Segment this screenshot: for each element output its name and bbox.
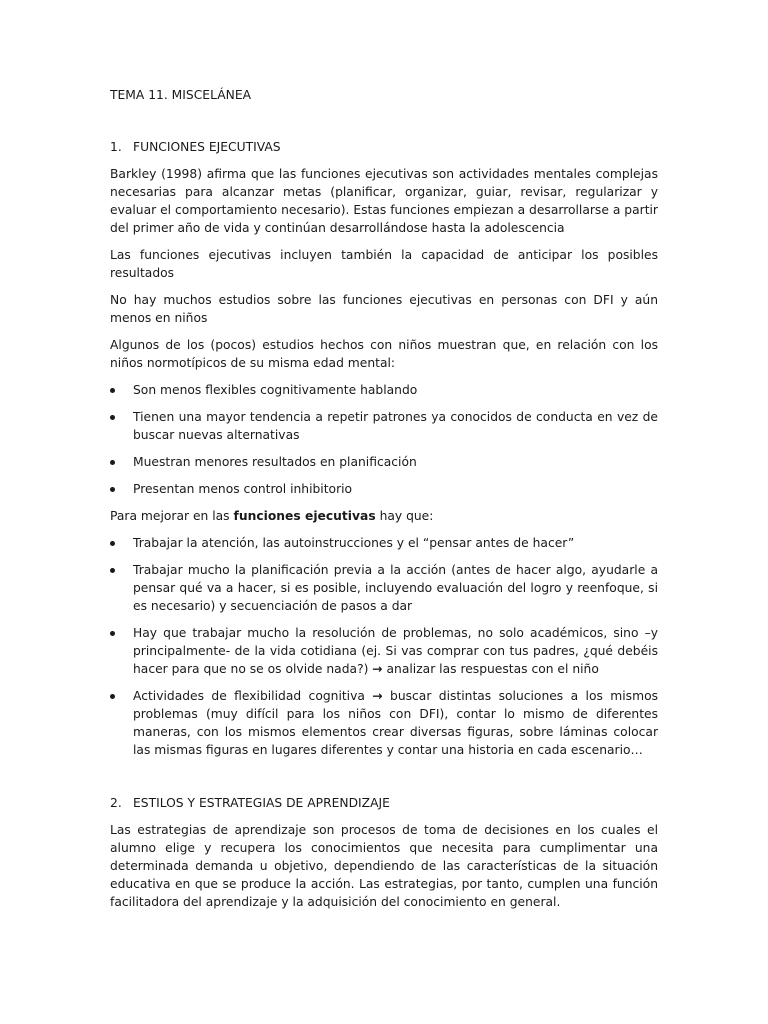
section-2-title: ESTILOS Y ESTRATEGIAS DE APRENDIZAJE: [133, 796, 390, 810]
bullet-icon: [110, 631, 115, 636]
list-item: Muestran menores resultados en planificación: [110, 453, 658, 471]
list-item: Hay que trabajar mucho la resolución de problemas, no solo académicos, sino –y principalmente- de la vida cotidiana (ej. Si vas comprar con tus padres, ¿qué debéis hacer para que no se os olvide nada?) → analizar las respuestas con el niño: [110, 624, 658, 678]
list-item: Actividades de flexibilidad cognitiva → buscar distintas soluciones a los mismos problemas (muy difícil para los niños con DFI), contar lo mismo de diferentes maneras, con los mismos elementos crear diversas figuras, sobre láminas colocar las mismas figuras en lugares diferentes y contar una historia en cada escenario…: [110, 687, 658, 759]
paragraph-barkley: Barkley (1998) afirma que las funciones ejecutivas son actividades mentales complejas necesarias para alcanzar metas (planificar, organizar, guiar, revisar, regularizar y evaluar el comportamiento necesario). Estas funciones empiezan a desarrollarse a partir del primer año de vida y continúan desarrollándose hasta la adolescencia: [110, 167, 658, 235]
bullet-icon: [110, 460, 115, 465]
bold-term: funciones ejecutivas: [233, 509, 376, 523]
bullet-icon: [110, 568, 115, 573]
arrow-right-icon: →: [372, 689, 383, 703]
section-1-title: FUNCIONES EJECUTIVAS: [133, 140, 281, 154]
paragraph-estudios: No hay muchos estudios sobre las funciones ejecutivas en personas con DFI y aún menos en niños: [110, 293, 658, 325]
arrow-right-icon: →: [372, 662, 383, 676]
document-title: TEMA 11. MISCELÁNEA: [110, 88, 251, 102]
recommendations-list: [110, 534, 658, 759]
list-item: Trabajar mucho la planificación previa a la acción (antes de hacer algo, ayudarle a pensar qué va a hacer, si es posible, incluyendo evaluación del logro y reenfoque, si es necesario) y secuenciación de pasos a dar: [110, 561, 658, 615]
bullet-icon: [110, 541, 115, 546]
paragraph-estrategias: Las estrategias de aprendizaje son procesos de toma de decisiones en los cuales el alumno elige y recupera los conocimientos que necesita para cumplimentar una determinada demanda u objetivo, dependiendo de las características de la situación educativa en que se produce la acción. Las estrategias, por tanto, cumplen una función facilitadora del aprendizaje y la adquisición del conocimiento en general.: [110, 823, 658, 909]
paragraph-normotipicos: Algunos de los (pocos) estudios hechos con niños muestran que, en relación con los niños normotípicos de su misma edad mental:: [110, 338, 658, 370]
characteristics-list: [110, 381, 658, 498]
section-1-heading: [110, 138, 658, 156]
list-item: Presentan menos control inhibitorio: [110, 480, 658, 498]
section-spacer: [110, 768, 658, 794]
list-item: Trabajar la atención, las autoinstrucciones y el “pensar antes de hacer”: [110, 534, 658, 552]
section-1-number: 1.: [110, 140, 122, 154]
list-item: Tienen una mayor tendencia a repetir patrones ya conocidos de conducta en vez de buscar nuevas alternativas: [110, 408, 658, 444]
list-item: Son menos flexibles cognitivamente hablando: [110, 381, 658, 399]
paragraph-anticipar: Las funciones ejecutivas incluyen también la capacidad de anticipar los posibles resultados: [110, 248, 658, 280]
bullet-icon: [110, 487, 115, 492]
bullet-icon: [110, 388, 115, 393]
bullet-icon: [110, 415, 115, 420]
section-2-number: 2.: [110, 796, 122, 810]
section-2-heading: [110, 794, 658, 812]
document-page: [110, 86, 658, 920]
bullet-icon: [110, 694, 115, 699]
paragraph-mejorar: Para mejorar en las funciones ejecutivas hay que:: [110, 509, 434, 523]
